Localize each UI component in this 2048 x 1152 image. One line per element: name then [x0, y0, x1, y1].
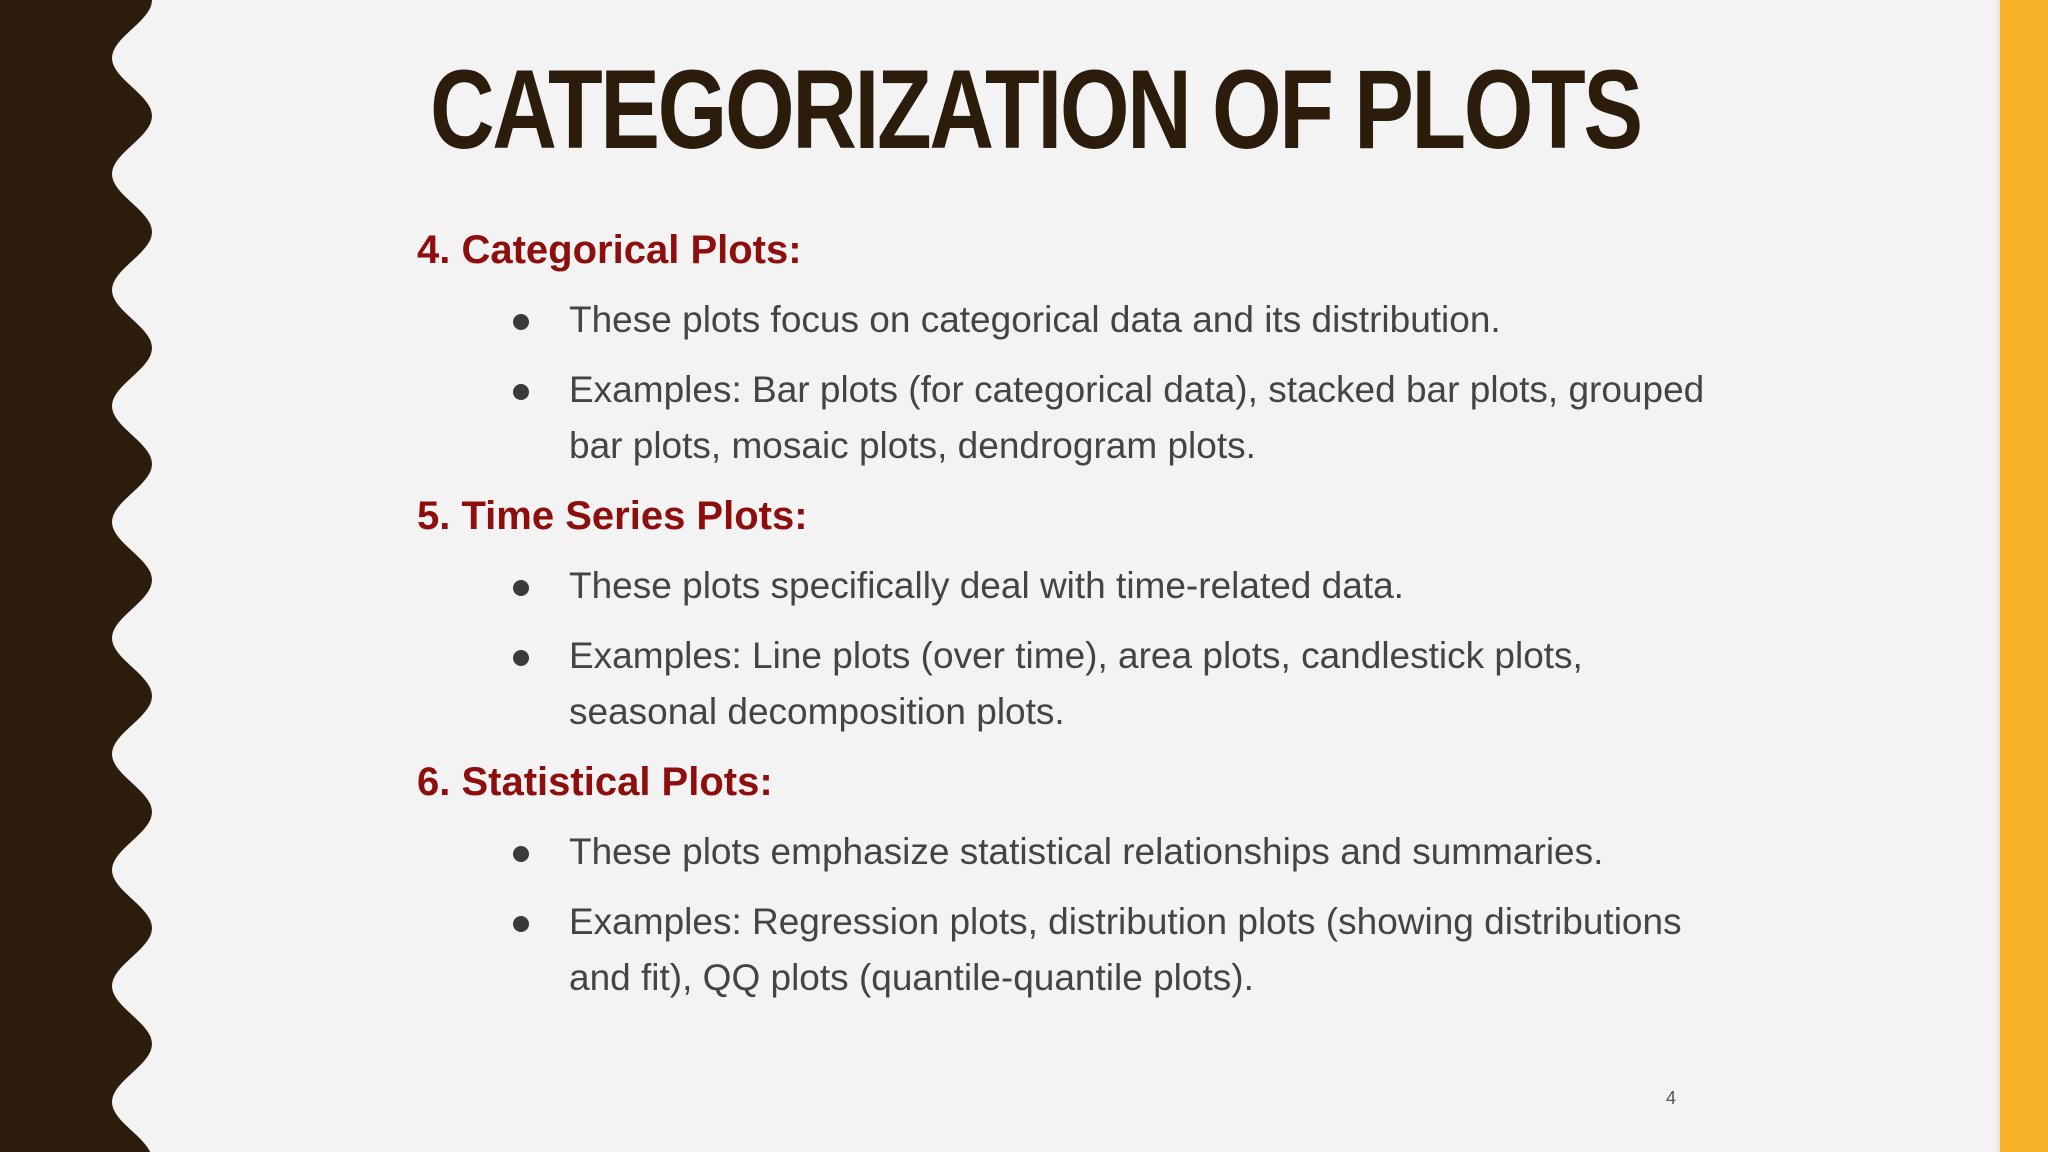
- bullet-dot-icon: [513, 916, 529, 932]
- bullet-list-statistical: [417, 824, 1717, 1006]
- bullet-item: [417, 628, 1709, 740]
- bullet-dot-icon: [513, 580, 529, 596]
- bullet-list-time-series: [417, 558, 1717, 740]
- slide-content: [417, 222, 1717, 1006]
- bullet-dot-icon: [513, 650, 529, 666]
- bullet-text: These plots specifically deal with time-related data.: [569, 565, 1404, 606]
- bullet-dot-icon: [513, 384, 529, 400]
- bullet-item: [417, 558, 1709, 614]
- section-heading-categorical: 4. Categorical Plots:: [417, 228, 802, 272]
- bullet-item: [417, 292, 1709, 348]
- bullet-text: These plots focus on categorical data and its distribution.: [569, 299, 1501, 340]
- page-number: 4: [1666, 1088, 1677, 1108]
- bullet-dot-icon: [513, 846, 529, 862]
- wavy-left-band: [0, 0, 160, 1152]
- bullet-item: [417, 362, 1709, 474]
- right-accent-bar: [2000, 0, 2048, 1152]
- bullet-text: Examples: Regression plots, distribution plots (showing distributions and fit), QQ plots (quantile-quantile plots).: [569, 901, 1682, 998]
- bullet-text: These plots emphasize statistical relationships and summaries.: [569, 831, 1604, 872]
- bullet-item: [417, 894, 1709, 1006]
- bullet-item: [417, 824, 1709, 880]
- bullet-text: Examples: Line plots (over time), area plots, candlestick plots, seasonal decomposition plots.: [569, 635, 1583, 732]
- bullet-list-categorical: [417, 292, 1717, 474]
- section-heading-statistical: 6. Statistical Plots:: [417, 760, 773, 804]
- section-heading-time-series: 5. Time Series Plots:: [417, 494, 808, 538]
- bullet-text: Examples: Bar plots (for categorical data), stacked bar plots, grouped bar plots, mosaic plots, dendrogram plots.: [569, 369, 1705, 466]
- bullet-dot-icon: [513, 314, 529, 330]
- slide-title: CATEGORIZATION OF PLOTS: [430, 47, 1641, 172]
